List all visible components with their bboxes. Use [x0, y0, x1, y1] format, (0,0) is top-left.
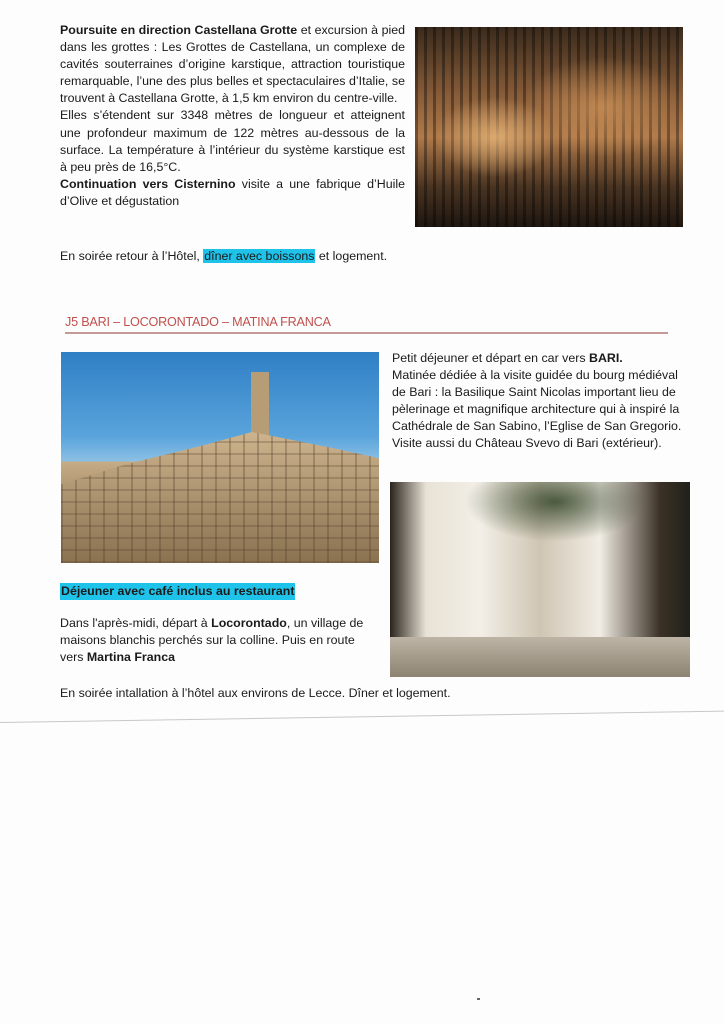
bold-castellana: Poursuite en direction Castellana Grotte: [60, 23, 298, 37]
castellana-text: et excursion à pied dans les grottes : Les Grottes de Castellana, un complexe de cavités souterraines d’origine karstique, attraction touristique remarquable, l’une des plus belles et spectaculaires d’Italie, se trouvent à Castellana Grotte, à 1,5 km environ du centre-ville.: [60, 23, 405, 106]
day-heading: J5 BARI – LOCORONTADO – MATINA FRANCA: [65, 315, 331, 329]
highlight-dinner: dîner avec boissons: [204, 249, 315, 263]
lunch-highlight: Déjeuner avec café inclus au restaurant: [60, 583, 295, 600]
cave-photo: [415, 27, 683, 227]
cisternino-text: visite a une fabrique d’Huile d’Olive et dégustation: [60, 176, 405, 208]
scan-artifact-line: [0, 711, 724, 723]
bold-cisternino: Continuation vers Cisternino: [60, 176, 236, 191]
heading-rule: [65, 332, 668, 334]
scan-speck: [477, 998, 480, 1000]
alley-floor: [390, 637, 690, 677]
evening-text-before: En soirée retour à l’Hôtel,: [60, 249, 204, 263]
matera-town-photo: [61, 352, 379, 563]
bold-bari: BARI.: [589, 351, 623, 365]
bari-paragraph: [392, 350, 692, 453]
town-buildings: [61, 432, 379, 563]
bold-locorontado: Locorontado: [211, 616, 287, 630]
afternoon-text-1: Dans l'après-midi, départ à: [60, 616, 212, 630]
bold-martina-franca: Martina Franca: [86, 650, 175, 665]
alley-photo: [390, 482, 690, 677]
afternoon-text-2: , un village de maisons blanchis perchés sur la colline. Puis en route vers: [60, 616, 364, 665]
cave-details-text: Elles s’étendent sur 3348 mètres de longueur et atteignent une profondeur maximum de 122 mètres au-dessous de la surface. La température à l’intérieur du système karstique est à peu près de 16,5°C.: [60, 108, 405, 174]
evening-text-after: et logement.: [315, 249, 388, 263]
castellana-paragraph: [60, 22, 405, 210]
afternoon-paragraph: [60, 615, 380, 666]
evening-text-1: [60, 248, 405, 265]
bari-text-2: Matinée dédiée à la visite guidée du bourg médiéval de Bari : la Basilique Saint Nicolas important lieu de pèlerinage et magnifique architecture qui à inspiré la Cathédrale de San Sabino, l’Eglise de San Gregorio. Visite aussi du Château Svevo di Bari (extérieur).: [392, 368, 682, 451]
evening-text-2: En soirée intallation à l’hôtel aux environs de Lecce. Dîner et logement.: [60, 686, 451, 700]
bari-text-1: Petit déjeuner et départ en car vers: [392, 351, 589, 365]
